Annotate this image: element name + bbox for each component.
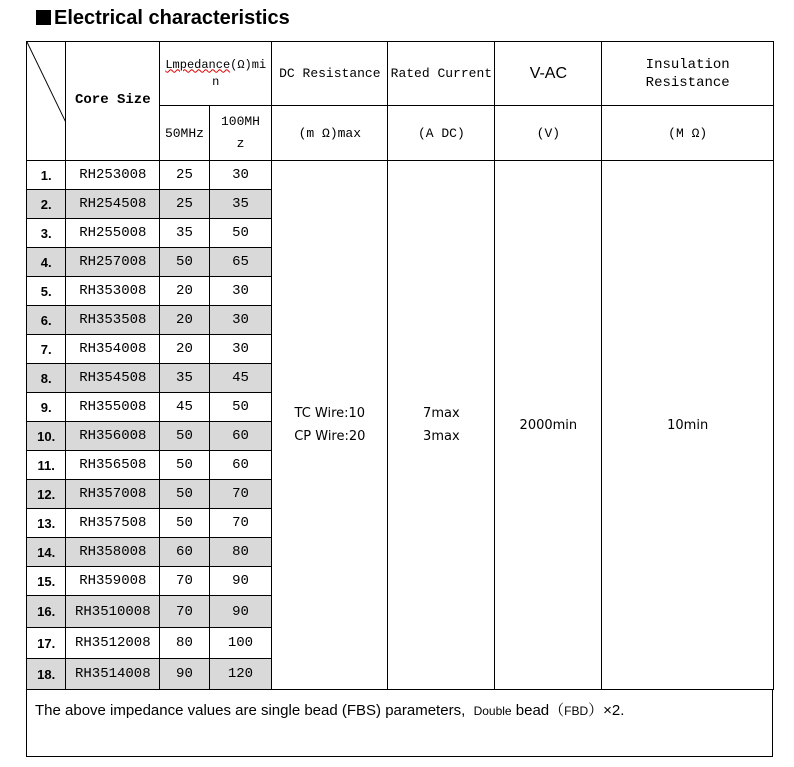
dc-resistance-value-line: CP Wire:20 [294, 429, 366, 444]
vac-header [495, 42, 602, 106]
core-size-cell: RH356008 [66, 422, 160, 451]
freq-50-label: 50MHz [164, 125, 204, 141]
impedance-50mhz-cell: 20 [160, 335, 209, 364]
rated-unit-header [388, 106, 495, 161]
impedance-100mhz-cell: 65 [209, 248, 272, 277]
row-number: 16. [27, 596, 66, 628]
core-size-cell: RH3514008 [66, 659, 160, 690]
core-size-cell: RH3510008 [66, 596, 160, 628]
rated-current-value-line: 7max [423, 406, 460, 421]
insulation-header [602, 42, 774, 106]
footnote-main-text: The above impedance values are single bead (FBS) parameters, [35, 702, 466, 719]
footnote [35, 699, 624, 720]
square-bullet-icon [36, 10, 51, 25]
core-size-cell: RH357508 [66, 509, 160, 538]
impedance-50mhz-cell: 25 [160, 190, 209, 219]
impedance-100mhz-cell: 30 [209, 277, 272, 306]
row-number: 17. [27, 628, 66, 659]
impedance-100mhz-cell: 45 [209, 364, 272, 393]
impedance-50mhz-cell: 50 [160, 248, 209, 277]
impedance-50mhz-cell: 50 [160, 509, 209, 538]
vac-unit-label: (V) [536, 125, 561, 141]
row-number: 3. [27, 219, 66, 248]
core-size-cell: RH255008 [66, 219, 160, 248]
core-size-header [66, 42, 160, 161]
row-number: 15. [27, 567, 66, 596]
impedance-100mhz-cell: 35 [209, 190, 272, 219]
impedance-50mhz-cell: 35 [160, 364, 209, 393]
row-number: 11. [27, 451, 66, 480]
impedance-100mhz-cell: 50 [209, 219, 272, 248]
impedance-50mhz-cell: 20 [160, 306, 209, 335]
row-number: 14. [27, 538, 66, 567]
rated-current-value [388, 161, 495, 690]
freq-100-label-line1: 100MH [220, 114, 260, 129]
dc-unit-header [272, 106, 388, 161]
row-number: 5. [27, 277, 66, 306]
impedance-100mhz-cell: 30 [209, 335, 272, 364]
footnote-fbd-text: FBD [564, 704, 589, 718]
section-title [36, 4, 290, 32]
impedance-word: Lmpedance [165, 57, 231, 72]
insulation-label-line2: Resistance [645, 74, 730, 91]
impedance-100mhz-cell: 60 [209, 451, 272, 480]
insulation-unit-label: (M Ω) [668, 125, 708, 141]
row-number: 13. [27, 509, 66, 538]
electrical-characteristics-table [26, 41, 774, 690]
rated-current-value-line: 3max [423, 429, 460, 444]
footnote-double-text: Double [473, 704, 512, 718]
row-number: 8. [27, 364, 66, 393]
impedance-header [160, 42, 272, 106]
core-size-cell: RH357008 [66, 480, 160, 509]
impedance-50mhz-cell: 50 [160, 480, 209, 509]
core-size-cell: RH358008 [66, 538, 160, 567]
impedance-50mhz-cell: 80 [160, 628, 209, 659]
core-size-cell: RH359008 [66, 567, 160, 596]
dc-resistance-label: DC Resistance [279, 66, 381, 81]
impedance-100mhz-cell: 50 [209, 393, 272, 422]
impedance-50mhz-cell: 60 [160, 538, 209, 567]
core-size-cell: RH356508 [66, 451, 160, 480]
row-number: 6. [27, 306, 66, 335]
impedance-100mhz-cell: 90 [209, 567, 272, 596]
vac-value [495, 161, 602, 690]
footnote-bead-text: bead（ [515, 702, 565, 719]
section-title-text: Electrical characteristics [54, 7, 290, 29]
impedance-100mhz-cell: 30 [209, 161, 272, 190]
impedance-50mhz-cell: 50 [160, 422, 209, 451]
core-size-cell: RH3512008 [66, 628, 160, 659]
row-number: 9. [27, 393, 66, 422]
impedance-50mhz-cell: 90 [160, 659, 209, 690]
header-row-1 [27, 42, 774, 106]
freq-100-label-line2: z [236, 136, 245, 151]
impedance-unit: (Ω)mi [230, 57, 267, 72]
row-number: 18. [27, 659, 66, 690]
row-number: 1. [27, 161, 66, 190]
dc-resistance-value [272, 161, 388, 690]
insulation-value [602, 161, 774, 690]
core-size-cell: RH354008 [66, 335, 160, 364]
impedance-100mhz-cell: 30 [209, 306, 272, 335]
core-size-cell: RH257008 [66, 248, 160, 277]
impedance-100mhz-cell: 100 [209, 628, 272, 659]
core-size-cell: RH353008 [66, 277, 160, 306]
core-size-cell: RH354508 [66, 364, 160, 393]
core-size-label: Core Size [74, 92, 151, 108]
table-row [27, 161, 774, 190]
dc-resistance-header [272, 42, 388, 106]
row-number: 10. [27, 422, 66, 451]
impedance-unit-tail: n [212, 74, 220, 89]
diagonal-line-icon [27, 42, 65, 160]
impedance-50mhz-cell: 20 [160, 277, 209, 306]
rated-current-header [388, 42, 495, 106]
impedance-100mhz-cell: 70 [209, 480, 272, 509]
row-number: 7. [27, 335, 66, 364]
impedance-50mhz-cell: 70 [160, 596, 209, 628]
impedance-100mhz-cell: 90 [209, 596, 272, 628]
insulation-value-line: 10min [667, 417, 709, 433]
footnote-box [26, 690, 773, 757]
core-size-cell: RH254508 [66, 190, 160, 219]
core-size-cell: RH253008 [66, 161, 160, 190]
footnote-multiplier-text: ）×2. [588, 702, 625, 719]
row-number: 2. [27, 190, 66, 219]
impedance-100mhz-cell: 60 [209, 422, 272, 451]
impedance-50mhz-cell: 50 [160, 451, 209, 480]
rated-unit-label: (A DC) [417, 125, 465, 141]
rated-current-label: Rated Current [390, 66, 493, 81]
insulation-label-line1: Insulation [645, 56, 730, 73]
vac-value-line: 2000min [519, 417, 578, 433]
impedance-100mhz-cell: 120 [209, 659, 272, 690]
dc-unit-label: (m Ω)max [298, 125, 362, 141]
dc-resistance-value-line: TC Wire:10 [294, 406, 366, 421]
row-number: 12. [27, 480, 66, 509]
impedance-50mhz-cell: 25 [160, 161, 209, 190]
impedance-50mhz-cell: 70 [160, 567, 209, 596]
core-size-cell: RH355008 [66, 393, 160, 422]
freq-50-header [160, 106, 209, 161]
impedance-100mhz-cell: 70 [209, 509, 272, 538]
diagonal-corner-cell [27, 42, 66, 161]
impedance-50mhz-cell: 45 [160, 393, 209, 422]
vac-unit-header [495, 106, 602, 161]
freq-100-header [209, 106, 272, 161]
core-size-cell: RH353508 [66, 306, 160, 335]
row-number: 4. [27, 248, 66, 277]
insulation-unit-header [602, 106, 774, 161]
impedance-100mhz-cell: 80 [209, 538, 272, 567]
impedance-50mhz-cell: 35 [160, 219, 209, 248]
vac-label: V-AC [529, 64, 568, 82]
